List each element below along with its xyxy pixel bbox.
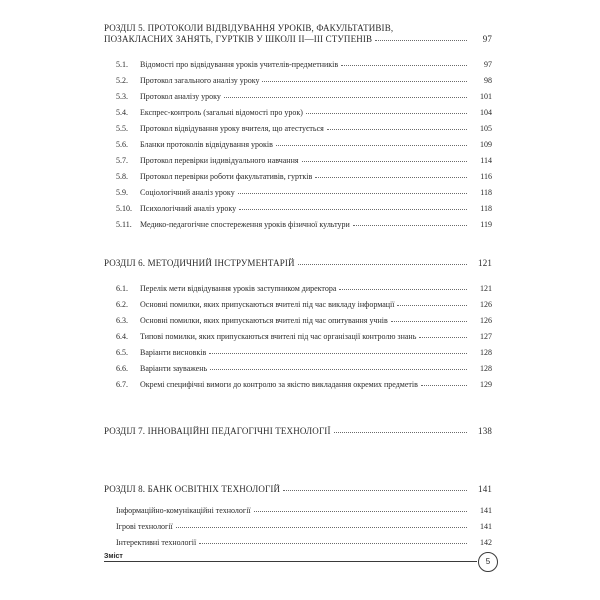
item-page: 129 [480, 380, 492, 389]
item-page: 142 [480, 538, 492, 547]
toc-item [116, 140, 492, 149]
leader-dots [302, 161, 467, 162]
item-title: Основні помилки, яких припускаються вчителі під час викладу інформації [140, 300, 395, 309]
toc-item [116, 220, 492, 229]
item-title: Варіанти зауважень [140, 364, 208, 373]
toc-item [116, 172, 492, 181]
toc-item [116, 364, 492, 373]
leader-dots [238, 193, 467, 194]
section-7-page: 138 [478, 426, 492, 436]
item-number: 6.4. [116, 332, 128, 341]
item-title: Протокол перевірки індивідуального навчання [140, 156, 299, 165]
section-8-page: 141 [478, 484, 492, 494]
item-number: 5.7. [116, 156, 128, 165]
item-title: Типові помилки, яких припускаються вчителі під час організації контролю знань [140, 332, 417, 341]
toc-item [116, 108, 492, 117]
item-title: Медико-педагогічне спостереження уроків фізичної культури [140, 220, 350, 229]
toc-item [116, 156, 492, 165]
section-7-title: РОЗДІЛ 7. ІННОВАЦІЙНІ ПЕДАГОГІЧНІ ТЕХНОЛОГІЇ [104, 426, 331, 436]
item-number: 6.7. [116, 380, 128, 389]
leader-dots [334, 432, 467, 433]
toc-item [116, 300, 492, 309]
leader-dots [327, 129, 467, 130]
leader-dots [419, 337, 467, 338]
section-5-title-line-1: РОЗДІЛ 5. ПРОТОКОЛИ ВІДВІДУВАННЯ УРОКІВ, ФАКУЛЬТАТИВІВ, [104, 23, 394, 33]
item-page: 97 [484, 60, 492, 69]
leader-dots [210, 369, 467, 370]
toc-item [116, 284, 492, 293]
toc-item [116, 124, 492, 133]
section-5-heading-row [104, 34, 492, 44]
section-6-title: РОЗДІЛ 6. МЕТОДИЧНИЙ ІНСТРУМЕНТАРІЙ [104, 258, 295, 268]
item-title: Варіанти висновків [140, 348, 207, 357]
toc-item [116, 506, 492, 515]
item-page: 141 [480, 506, 492, 515]
leader-dots [391, 321, 467, 322]
item-page: 98 [484, 76, 492, 85]
toc-item [116, 538, 492, 547]
footer-label: Зміст [104, 553, 123, 560]
item-page: 128 [480, 364, 492, 373]
leader-dots [341, 65, 467, 66]
footer-rule [104, 561, 477, 562]
leader-dots [375, 40, 467, 41]
item-page: 121 [480, 284, 492, 293]
section-6-heading-row [104, 258, 492, 268]
item-title: Окремі специфічні вимоги до контролю за якістю викладання окремих предметів [140, 380, 418, 389]
item-number: 5.2. [116, 76, 128, 85]
item-page: 127 [480, 332, 492, 341]
leader-dots [353, 225, 467, 226]
leader-dots [176, 527, 467, 528]
leader-dots [315, 177, 467, 178]
item-title: Протокол відвідування уроку вчителя, що атестується [140, 124, 324, 133]
item-page: 118 [480, 204, 492, 213]
item-title: Протокол перевірки роботи факультативів, гуртків [140, 172, 313, 181]
toc-item [116, 522, 492, 531]
item-number: 5.3. [116, 92, 128, 101]
leader-dots [254, 511, 467, 512]
item-title: Інформаційно-комунікаційні технології [116, 506, 251, 515]
item-page: 128 [480, 348, 492, 357]
item-number: 6.3. [116, 316, 128, 325]
item-page: 101 [480, 92, 492, 101]
item-page: 126 [480, 300, 492, 309]
item-page: 105 [480, 124, 492, 133]
item-page: 119 [480, 220, 492, 229]
toc-item [116, 204, 492, 213]
item-number: 5.11. [116, 220, 132, 229]
leader-dots [276, 145, 467, 146]
item-title: Соціологічний аналіз уроку [140, 188, 235, 197]
item-number: 6.5. [116, 348, 128, 357]
item-page: 104 [480, 108, 492, 117]
item-title: Бланки протоколів відвідування уроків [140, 140, 273, 149]
item-page: 141 [480, 522, 492, 531]
toc-item [116, 60, 492, 69]
toc-item [116, 380, 492, 389]
section-7-heading-row [104, 426, 492, 436]
leader-dots [421, 385, 467, 386]
item-page: 126 [480, 316, 492, 325]
item-page: 109 [480, 140, 492, 149]
section-8-heading-row [104, 484, 492, 494]
item-page: 114 [480, 156, 492, 165]
leader-dots [209, 353, 467, 354]
leader-dots [298, 264, 467, 265]
toc-item [116, 316, 492, 325]
item-number: 6.2. [116, 300, 128, 309]
item-number: 5.1. [116, 60, 128, 69]
leader-dots [239, 209, 467, 210]
item-title: Протокол загального аналізу уроку [140, 76, 260, 85]
section-5-title-line-2: ПОЗАКЛАСНИХ ЗАНЯТЬ, ГУРТКІВ У ШКОЛІ II—III СТУПЕНІВ [104, 34, 373, 44]
item-number: 6.6. [116, 364, 128, 373]
toc-item [116, 348, 492, 357]
toc-item [116, 188, 492, 197]
item-number: 5.10. [116, 204, 132, 213]
item-number: 5.4. [116, 108, 128, 117]
item-number: 5.8. [116, 172, 128, 181]
item-number: 6.1. [116, 284, 128, 293]
item-number: 5.9. [116, 188, 128, 197]
section-6-page: 121 [478, 258, 492, 268]
leader-dots [224, 97, 467, 98]
item-page: 116 [480, 172, 492, 181]
leader-dots [262, 81, 467, 82]
leader-dots [283, 490, 467, 491]
item-number: 5.6. [116, 140, 128, 149]
toc-item [116, 76, 492, 85]
item-title: Відомості про відвідування уроків учителів-предметників [140, 60, 339, 69]
item-title: Перелік мети відвідування уроків заступником директора [140, 284, 337, 293]
item-title: Психологічний аналіз уроку [140, 204, 237, 213]
toc-item [116, 92, 492, 101]
leader-dots [199, 543, 467, 544]
item-title: Ігрові технології [116, 522, 173, 531]
toc-item [116, 332, 492, 341]
section-5-page: 97 [482, 34, 492, 44]
item-title: Інтерективні технології [116, 538, 197, 547]
item-title: Основні помилки, яких припускаються вчителі під час опитування учнів [140, 316, 388, 325]
page-number-badge: 5 [478, 552, 498, 572]
section-8-title: РОЗДІЛ 8. БАНК ОСВІТНІХ ТЕХНОЛОГІЙ [104, 484, 281, 494]
item-page: 118 [480, 188, 492, 197]
leader-dots [397, 305, 467, 306]
leader-dots [306, 113, 467, 114]
leader-dots [339, 289, 467, 290]
item-number: 5.5. [116, 124, 128, 133]
item-title: Експрес-контроль (загальні відомості про урок) [140, 108, 303, 117]
item-title: Протокол аналізу уроку [140, 92, 221, 101]
